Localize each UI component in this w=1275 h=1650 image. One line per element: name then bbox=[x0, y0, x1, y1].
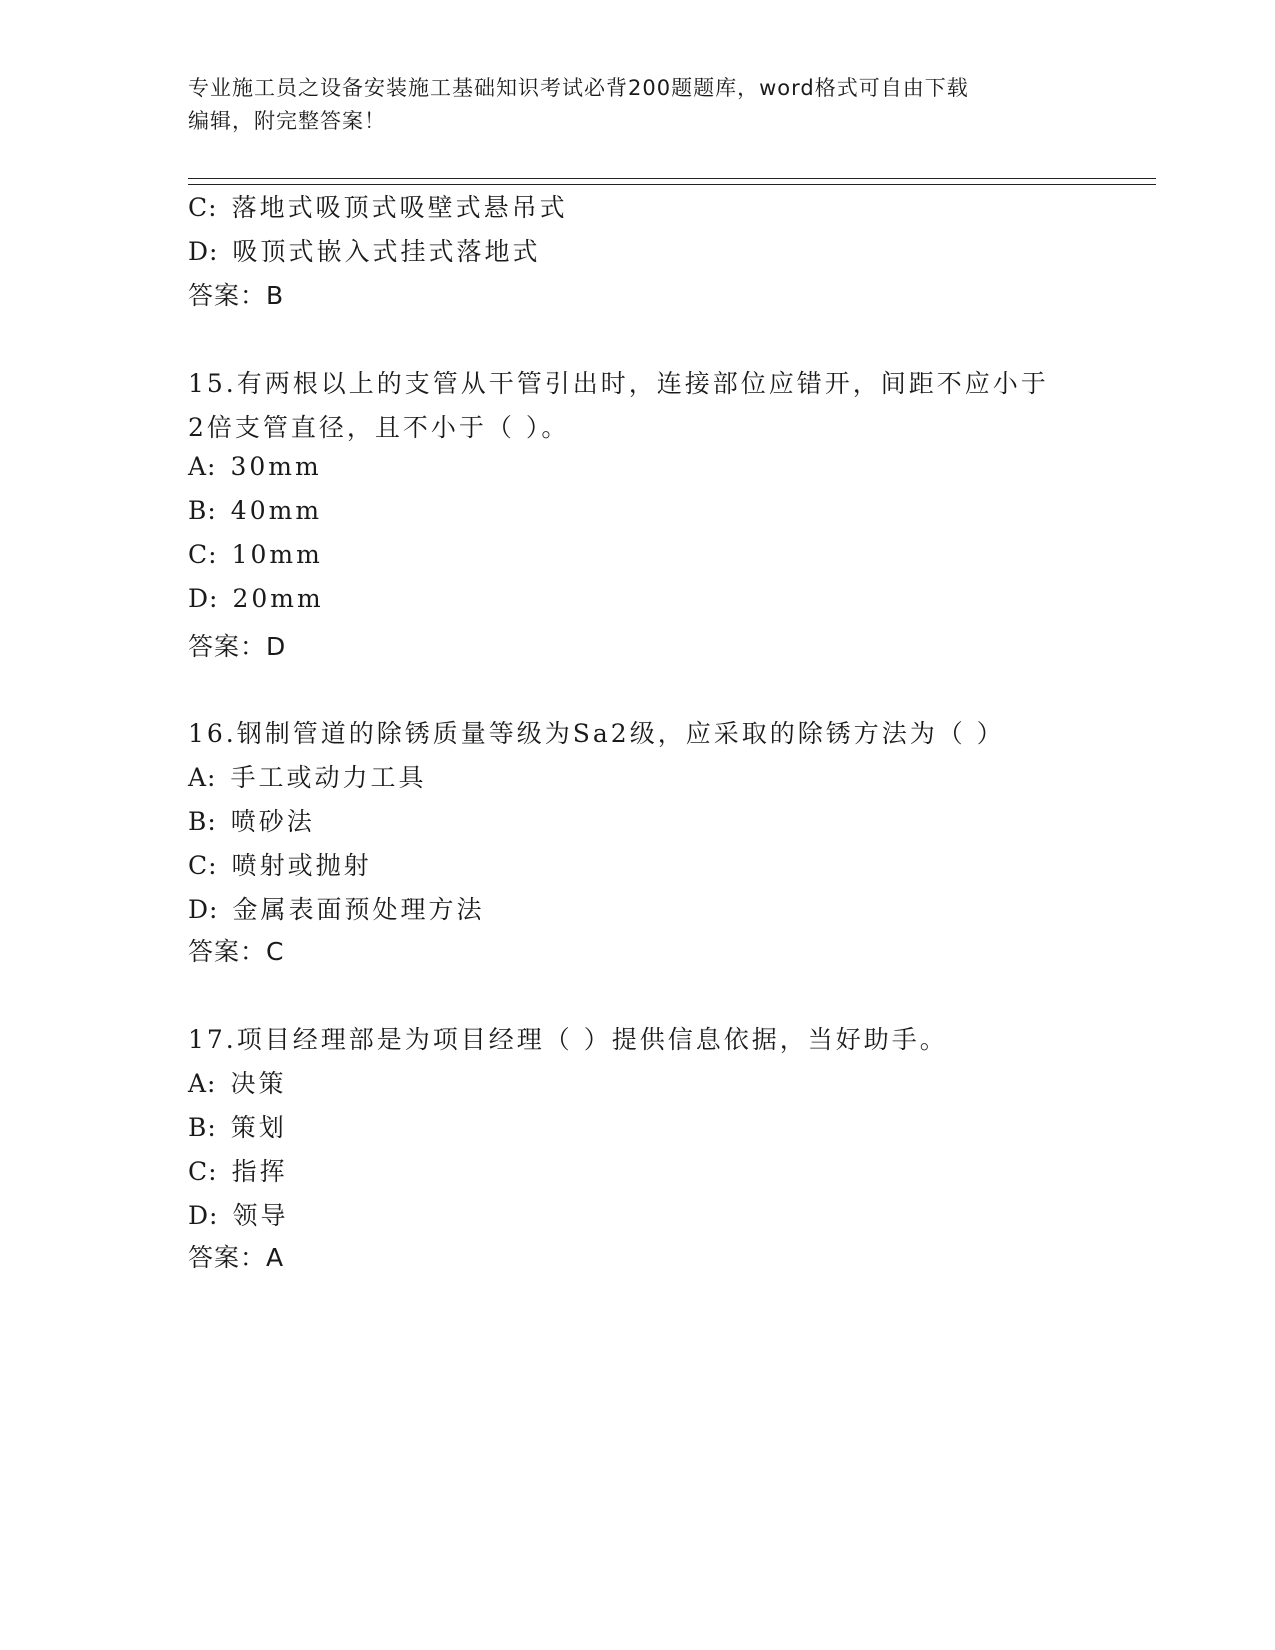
q17-option-d bbox=[188, 1196, 288, 1232]
option-key: C: bbox=[188, 193, 218, 222]
q17-option-b bbox=[188, 1108, 287, 1144]
header-title-line-1: 专业施工员之设备安装施工基础知识考试必背200题题库，word格式可自由下载 bbox=[188, 76, 969, 100]
option-key: D: bbox=[188, 895, 219, 924]
option-text: 吸顶式嵌入式挂式落地式 bbox=[232, 237, 541, 266]
q14-option-d bbox=[188, 232, 540, 268]
q17-option-c bbox=[188, 1152, 288, 1188]
q15-option-d bbox=[188, 584, 324, 613]
header-title-line-2: 编辑，附完整答案！ bbox=[188, 109, 386, 133]
option-key: B: bbox=[188, 807, 217, 836]
q15-option-c bbox=[188, 540, 323, 569]
document-header bbox=[188, 72, 1088, 138]
option-key: A: bbox=[188, 763, 217, 792]
option-key: C: bbox=[188, 1157, 218, 1186]
option-key: C: bbox=[188, 851, 218, 880]
option-text: 喷射或抛射 bbox=[231, 851, 372, 880]
option-key: D: bbox=[188, 584, 219, 613]
option-key: B: bbox=[188, 496, 217, 525]
q16-option-c bbox=[188, 846, 372, 882]
header-divider-bottom bbox=[188, 184, 1156, 185]
option-key: D: bbox=[188, 1201, 219, 1230]
option-key: A: bbox=[188, 1069, 217, 1098]
q17-question-line-1: 17.项目经理部是为项目经理（ ）提供信息依据，当好助手。 bbox=[188, 1025, 948, 1054]
option-text: 40mm bbox=[230, 496, 323, 525]
option-text: 喷砂法 bbox=[230, 807, 315, 836]
q17-answer: 答案：A bbox=[188, 1243, 285, 1272]
option-text: 手工或动力工具 bbox=[230, 763, 427, 792]
option-text: 指挥 bbox=[231, 1157, 288, 1186]
option-key: A: bbox=[188, 452, 217, 481]
q15-question-line-2: 2倍支管直径，且不小于（ ）。 bbox=[188, 413, 570, 442]
q15-answer: 答案：D bbox=[188, 632, 287, 661]
q15-option-b bbox=[188, 496, 322, 525]
option-text: 金属表面预处理方法 bbox=[232, 895, 485, 924]
q16-question-line-1: 16.钢制管道的除锈质量等级为Sa2级，应采取的除锈方法为（ ） bbox=[188, 719, 1005, 748]
q15-option-a bbox=[188, 452, 322, 481]
q16-option-a bbox=[188, 758, 427, 794]
option-key: D: bbox=[188, 237, 219, 266]
option-text: 领导 bbox=[232, 1201, 289, 1230]
q15-question-line-1: 15.有两根以上的支管从干管引出时，连接部位应错开，间距不应小于 bbox=[188, 369, 1049, 398]
q16-option-d bbox=[188, 890, 484, 926]
option-text: 决策 bbox=[230, 1069, 287, 1098]
option-key: B: bbox=[188, 1113, 217, 1142]
q14-option-c bbox=[188, 188, 568, 224]
option-text: 策划 bbox=[230, 1113, 287, 1142]
header-divider-top bbox=[188, 178, 1156, 179]
option-text: 30mm bbox=[230, 452, 322, 481]
q14-answer: 答案：B bbox=[188, 281, 285, 310]
option-text: 落地式吸顶式吸壁式悬吊式 bbox=[231, 193, 568, 222]
option-key: C: bbox=[188, 540, 218, 569]
q16-answer: 答案：C bbox=[188, 937, 285, 966]
q17-option-a bbox=[188, 1064, 287, 1100]
option-text: 20mm bbox=[232, 584, 324, 613]
option-text: 10mm bbox=[231, 540, 323, 569]
q16-option-b bbox=[188, 802, 315, 838]
